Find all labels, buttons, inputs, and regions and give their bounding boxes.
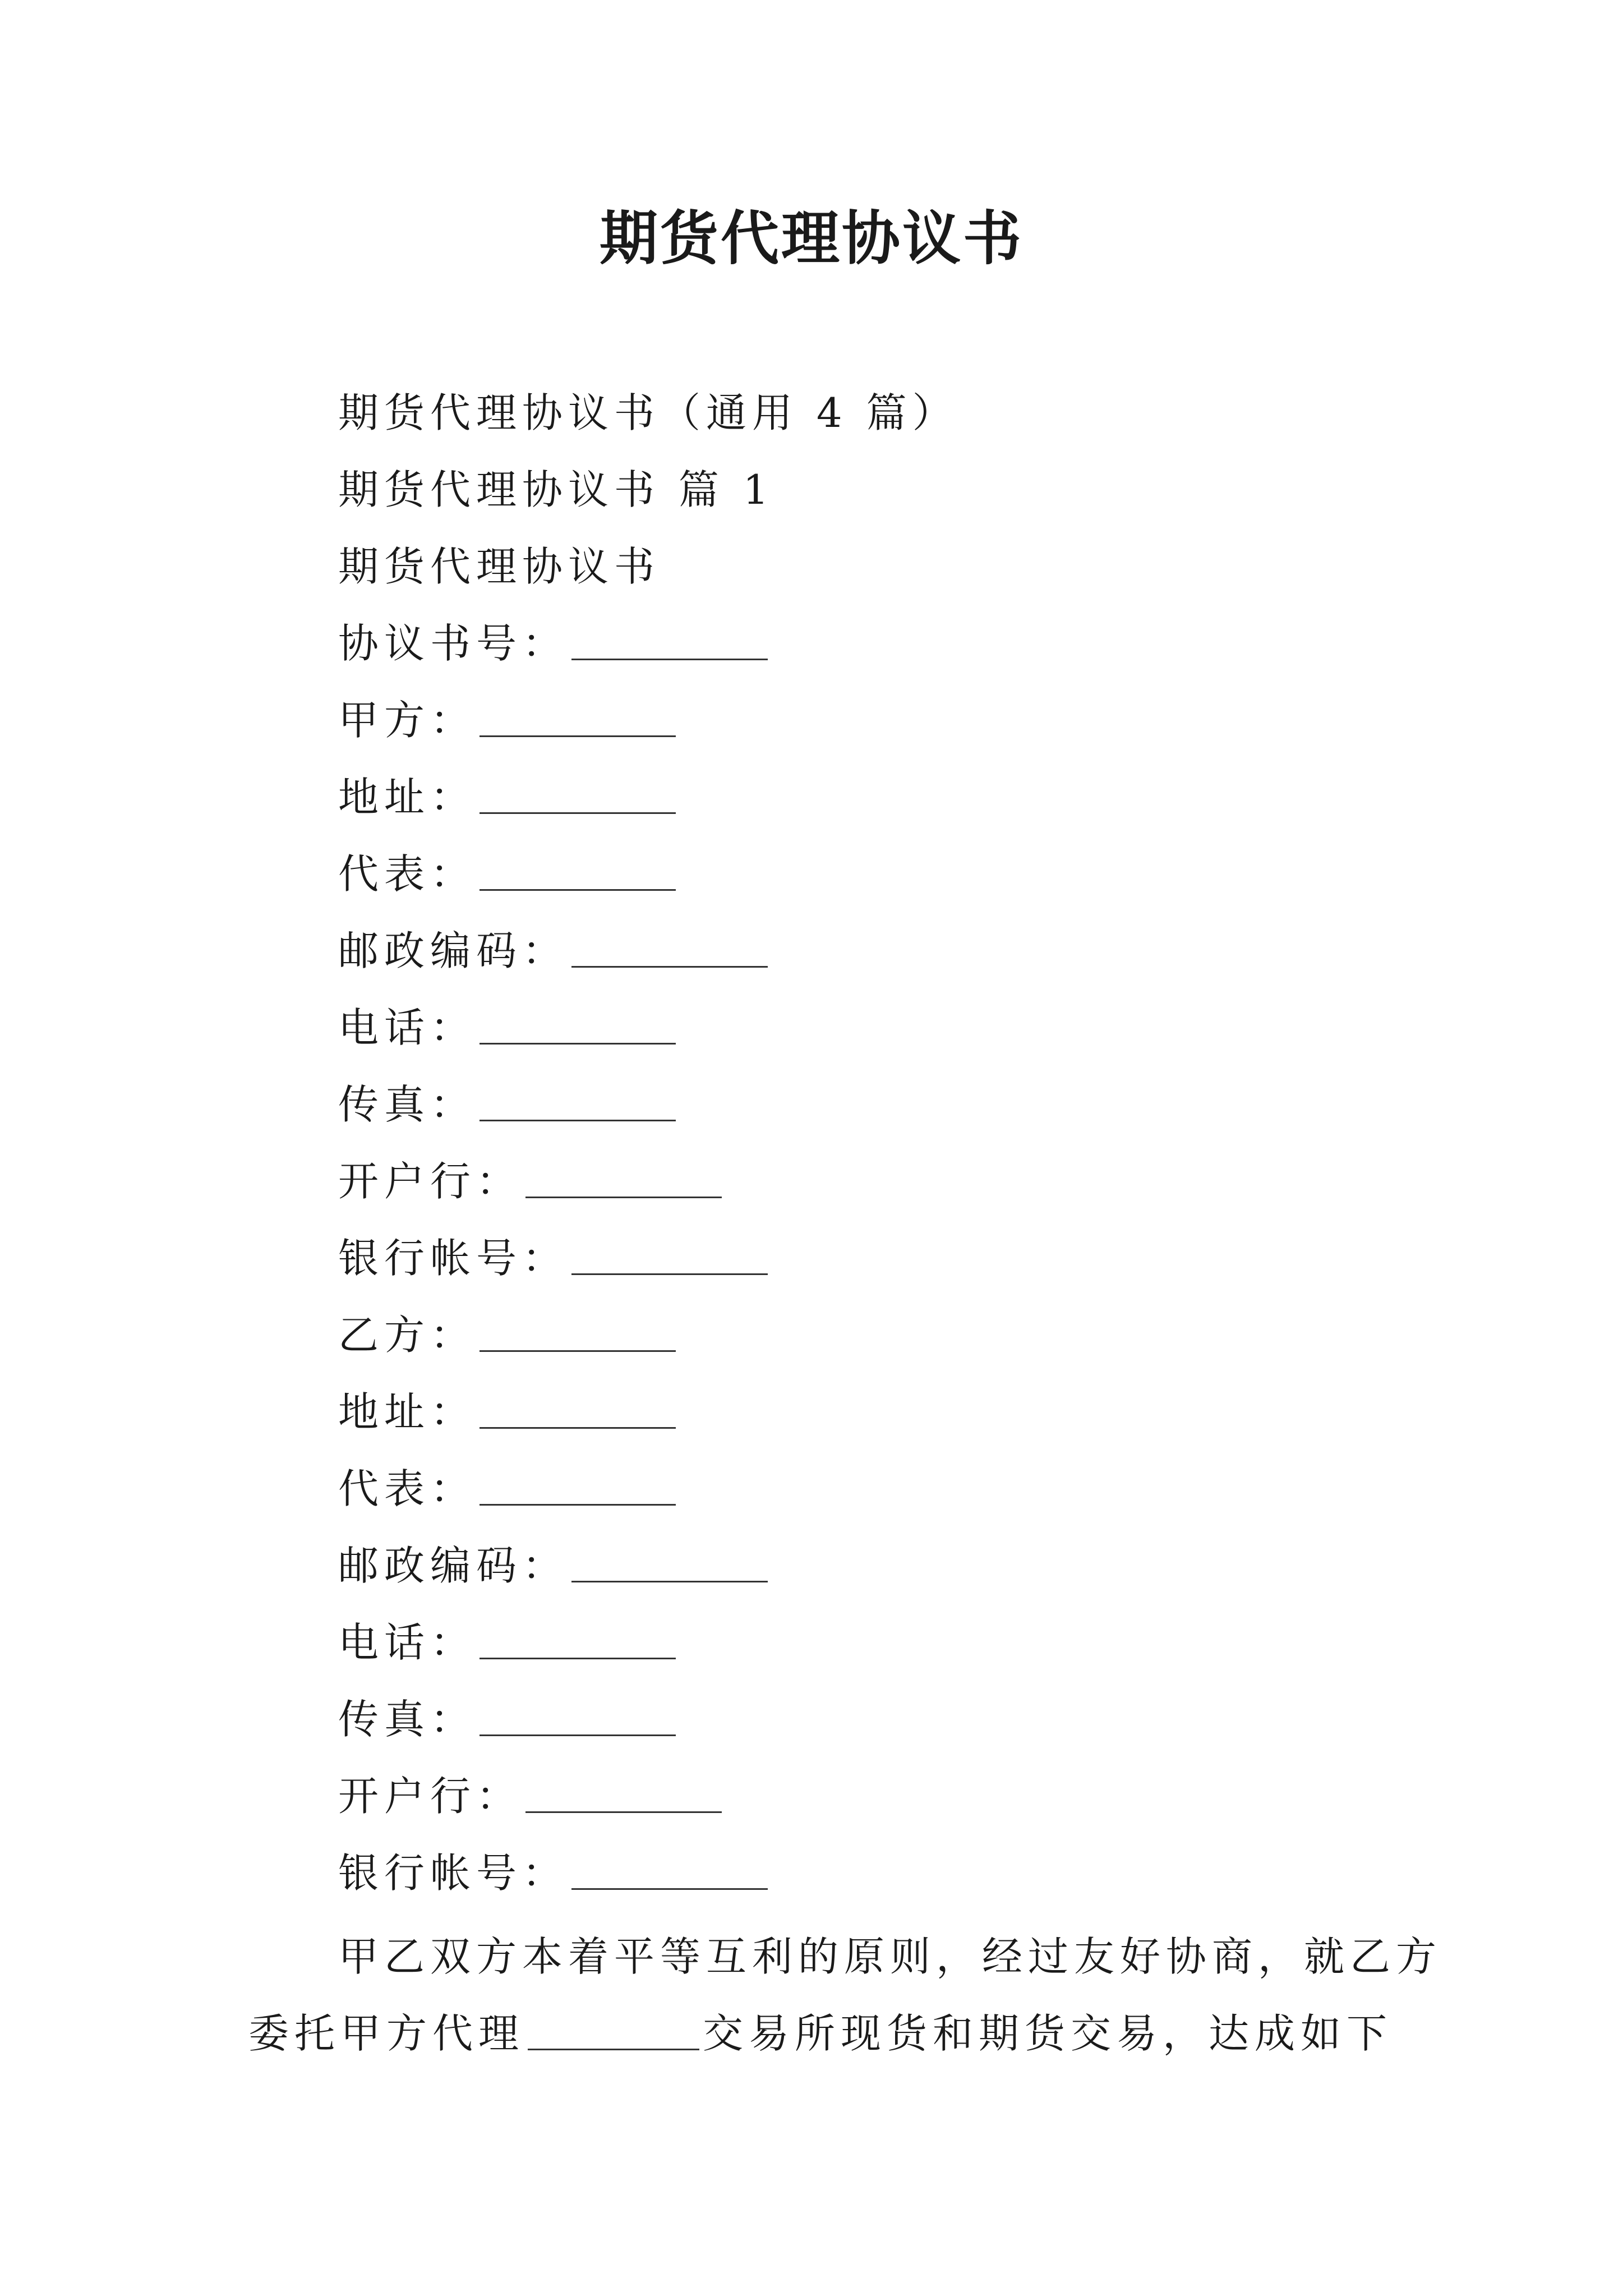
party-a-name-blank [479,735,676,737]
party-b-representative-row [338,1451,1516,1527]
party-b-address-row [338,1374,1516,1451]
party-b-address-blank [479,1427,676,1429]
party-b-fax-row [338,1681,1516,1758]
party-b-fax-label: 传真： [338,1696,477,1743]
party-a-fax-row [338,1066,1516,1143]
party-b-representative-blank [479,1504,676,1506]
agreement-no-blank [571,659,768,660]
party-b-name-label: 乙方： [338,1312,477,1359]
party-a-address-blank [479,812,676,814]
party-a-bank-blank [525,1197,722,1198]
party-a-phone-blank [479,1043,676,1045]
party-b-postcode-blank [571,1581,768,1582]
party-a-postcode-label: 邮政编码： [338,927,569,974]
party-b-phone-label: 电话： [338,1619,477,1666]
party-a-representative-label: 代表： [338,850,477,898]
party-a-postcode-blank [571,966,768,968]
party-b-name-blank [479,1350,676,1352]
party-b-bank-row [338,1758,1516,1835]
paragraph-line-1: 甲乙双方本着平等互利的原则，经过友好协商，就乙方 [338,1933,1442,1980]
party-b-phone-blank [479,1658,676,1659]
section-heading: 期货代理协议书 篇 1 [338,466,774,513]
party-a-account-blank [571,1273,768,1275]
party-a-phone-label: 电话： [338,1004,477,1051]
document-title: 期货代理协议书 [599,204,1023,273]
party-b-fax-blank [479,1734,676,1736]
party-a-representative-row [338,836,1516,913]
party-b-name-row [338,1297,1516,1374]
body-paragraph [248,1918,1442,2072]
party-a-address-row [338,759,1516,836]
party-a-fax-blank [479,1120,676,1121]
party-b-bank-label: 开户行： [338,1773,523,1820]
agreement-no-label: 协议书号： [338,620,569,667]
party-b-phone-row [338,1604,1516,1681]
party-a-representative-blank [479,889,676,891]
paragraph-line-2-before: 委托甲方代理 [248,2010,525,2057]
agreement-no-row [338,605,1516,682]
party-a-bank-label: 开户行： [338,1158,523,1205]
party-b-representative-label: 代表： [338,1465,477,1512]
party-a-name-row [338,682,1516,759]
contract-title: 期货代理协议书 [338,543,661,590]
party-b-address-label: 地址： [338,1388,477,1435]
party-a-fax-label: 传真： [338,1081,477,1128]
exchange-name-blank [528,2049,699,2050]
paragraph-line-2 [248,1995,1393,2072]
party-b-account-blank [571,1888,768,1890]
document-body [338,375,1516,1912]
party-b-bank-blank [525,1811,722,1813]
party-b-postcode-row [338,1527,1516,1604]
party-a-phone-row [338,990,1516,1066]
party-b-postcode-label: 邮政编码： [338,1542,569,1589]
paragraph-line-2-after: 交易所现货和期货交易，达成如下 [702,2010,1393,2057]
party-a-bank-row [338,1143,1516,1220]
party-a-postcode-row [338,913,1516,990]
party-a-name-label: 甲方： [338,697,477,744]
subtitle: 期货代理协议书（通用 4 篇） [338,389,958,436]
party-b-account-row [338,1835,1516,1912]
party-a-account-label: 银行帐号： [338,1235,569,1282]
party-a-account-row [338,1220,1516,1297]
party-b-account-label: 银行帐号： [338,1849,569,1897]
party-a-address-label: 地址： [338,774,477,821]
